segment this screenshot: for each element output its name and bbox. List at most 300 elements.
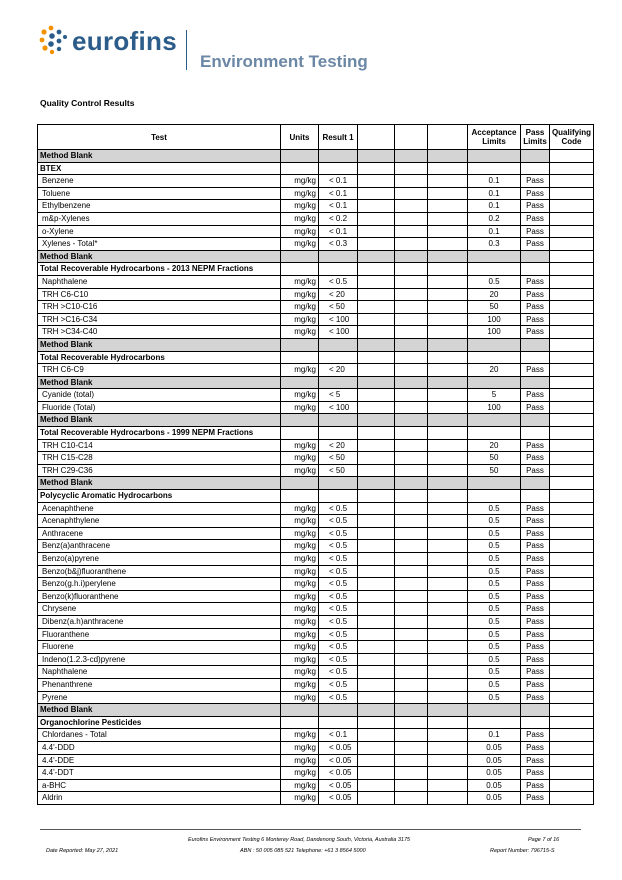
table-row xyxy=(38,553,594,566)
cell-qual xyxy=(550,578,594,591)
cell-e3 xyxy=(428,150,468,163)
cell-res: < 0.5 xyxy=(319,275,358,288)
cell-e3 xyxy=(428,162,468,175)
cell-e2 xyxy=(395,641,428,654)
cell-e1 xyxy=(358,464,395,477)
cell-qual xyxy=(550,452,594,465)
cell-e2 xyxy=(395,301,428,314)
cell-pass: Pass xyxy=(521,502,550,515)
footer-divider xyxy=(40,829,581,830)
method-blank-row xyxy=(38,150,594,163)
cell-e1 xyxy=(358,351,395,364)
cell-e3 xyxy=(428,200,468,213)
cell-qual xyxy=(550,641,594,654)
cell-qual xyxy=(550,376,594,389)
cell-e3 xyxy=(428,603,468,616)
cell-pass: Pass xyxy=(521,313,550,326)
method-blank-row xyxy=(38,250,594,263)
cell-res: < 0.5 xyxy=(319,691,358,704)
cell-res: < 0.05 xyxy=(319,767,358,780)
group-header-row xyxy=(38,351,594,364)
cell-e3 xyxy=(428,691,468,704)
cell-pass: Pass xyxy=(521,678,550,691)
cell-qual xyxy=(550,389,594,402)
cell-e3 xyxy=(428,678,468,691)
cell-acc: 0.5 xyxy=(468,565,521,578)
cell-test: Method Blank xyxy=(38,150,281,163)
cell-test: Benzo(k)fluoranthene xyxy=(38,590,281,603)
cell-qual xyxy=(550,754,594,767)
cell-pass: Pass xyxy=(521,666,550,679)
method-blank-row xyxy=(38,376,594,389)
cell-e3 xyxy=(428,389,468,402)
table-row xyxy=(38,187,594,200)
cell-acc xyxy=(468,162,521,175)
cell-test: o-Xylene xyxy=(38,225,281,238)
cell-test: m&p-Xylenes xyxy=(38,212,281,225)
table-row xyxy=(38,200,594,213)
cell-res xyxy=(319,162,358,175)
cell-units: mg/kg xyxy=(281,691,319,704)
cell-pass: Pass xyxy=(521,389,550,402)
cell-e1 xyxy=(358,200,395,213)
cell-test: TRH C6-C9 xyxy=(38,364,281,377)
cell-pass: Pass xyxy=(521,515,550,528)
cell-e2 xyxy=(395,326,428,339)
cell-test: Toluene xyxy=(38,187,281,200)
cell-units: mg/kg xyxy=(281,628,319,641)
cell-res: < 50 xyxy=(319,464,358,477)
cell-e1 xyxy=(358,175,395,188)
cell-acc: 0.5 xyxy=(468,502,521,515)
cell-units: mg/kg xyxy=(281,313,319,326)
cell-res: < 0.5 xyxy=(319,527,358,540)
cell-acc xyxy=(468,716,521,729)
cell-res xyxy=(319,477,358,490)
table-row xyxy=(38,653,594,666)
cell-e2 xyxy=(395,540,428,553)
cell-e2 xyxy=(395,401,428,414)
cell-acc: 20 xyxy=(468,439,521,452)
cell-e1 xyxy=(358,389,395,402)
cell-test: Method Blank xyxy=(38,477,281,490)
cell-acc xyxy=(468,263,521,276)
cell-e3 xyxy=(428,754,468,767)
cell-res: < 0.5 xyxy=(319,666,358,679)
cell-acc: 0.5 xyxy=(468,628,521,641)
cell-acc: 0.05 xyxy=(468,779,521,792)
cell-qual xyxy=(550,301,594,314)
cell-units: mg/kg xyxy=(281,666,319,679)
cell-units xyxy=(281,150,319,163)
cell-pass: Pass xyxy=(521,238,550,251)
cell-units xyxy=(281,477,319,490)
cell-e2 xyxy=(395,553,428,566)
cell-pass: Pass xyxy=(521,200,550,213)
cell-qual xyxy=(550,615,594,628)
cell-e1 xyxy=(358,716,395,729)
table-row xyxy=(38,590,594,603)
cell-test: Fluoranthene xyxy=(38,628,281,641)
col-pass-limits: Pass Limits xyxy=(521,125,550,150)
cell-qual xyxy=(550,515,594,528)
cell-e2 xyxy=(395,338,428,351)
cell-res: < 100 xyxy=(319,401,358,414)
cell-test: Method Blank xyxy=(38,250,281,263)
cell-e2 xyxy=(395,691,428,704)
cell-qual xyxy=(550,225,594,238)
cell-e1 xyxy=(358,615,395,628)
cell-test: a-BHC xyxy=(38,779,281,792)
cell-acc: 100 xyxy=(468,313,521,326)
cell-units xyxy=(281,490,319,503)
cell-acc: 0.5 xyxy=(468,641,521,654)
cell-pass xyxy=(521,490,550,503)
cell-test: Benzo(a)pyrene xyxy=(38,553,281,566)
footer-date-reported: Date Reported: May 27, 2021 xyxy=(46,848,119,854)
col-qualifying: Qualifying Code xyxy=(550,125,594,150)
cell-res: < 0.5 xyxy=(319,678,358,691)
cell-acc: 20 xyxy=(468,288,521,301)
table-row xyxy=(38,691,594,704)
cell-res: < 0.5 xyxy=(319,502,358,515)
cell-e3 xyxy=(428,464,468,477)
cell-e2 xyxy=(395,389,428,402)
cell-e3 xyxy=(428,565,468,578)
cell-res: < 0.05 xyxy=(319,741,358,754)
cell-acc: 100 xyxy=(468,326,521,339)
cell-e3 xyxy=(428,288,468,301)
cell-e3 xyxy=(428,427,468,440)
table-body xyxy=(38,150,594,805)
table-row xyxy=(38,212,594,225)
table-row xyxy=(38,502,594,515)
footer-address: Eurofins Environment Testing 6 Monterey Road, Dandenong South, Victoria, Australia 3175 xyxy=(188,837,411,843)
cell-units xyxy=(281,250,319,263)
cell-e1 xyxy=(358,678,395,691)
cell-qual xyxy=(550,704,594,717)
cell-e1 xyxy=(358,452,395,465)
group-header-row xyxy=(38,716,594,729)
cell-pass: Pass xyxy=(521,741,550,754)
cell-test: Benz(a)anthracene xyxy=(38,540,281,553)
cell-acc: 0.5 xyxy=(468,527,521,540)
cell-e2 xyxy=(395,603,428,616)
cell-pass: Pass xyxy=(521,641,550,654)
table-row xyxy=(38,389,594,402)
cell-res: < 0.5 xyxy=(319,641,358,654)
cell-test: TRH C29-C36 xyxy=(38,464,281,477)
cell-res: < 0.2 xyxy=(319,212,358,225)
cell-e1 xyxy=(358,578,395,591)
cell-pass xyxy=(521,250,550,263)
cell-units: mg/kg xyxy=(281,401,319,414)
cell-units: mg/kg xyxy=(281,187,319,200)
cell-pass: Pass xyxy=(521,401,550,414)
cell-e3 xyxy=(428,590,468,603)
cell-units: mg/kg xyxy=(281,565,319,578)
cell-e1 xyxy=(358,641,395,654)
cell-test: Naphthalene xyxy=(38,275,281,288)
cell-units xyxy=(281,427,319,440)
cell-e1 xyxy=(358,792,395,805)
cell-res: < 0.5 xyxy=(319,540,358,553)
logo-wordmark: eurofins xyxy=(72,26,177,56)
table-row xyxy=(38,678,594,691)
cell-pass: Pass xyxy=(521,326,550,339)
cell-acc: 0.3 xyxy=(468,238,521,251)
cell-pass: Pass xyxy=(521,628,550,641)
cell-res: < 50 xyxy=(319,301,358,314)
footer-page-number: Page 7 of 16 xyxy=(528,837,560,843)
cell-acc: 0.2 xyxy=(468,212,521,225)
logo-subtitle: Environment Testing xyxy=(200,52,368,71)
cell-units: mg/kg xyxy=(281,653,319,666)
table-row xyxy=(38,641,594,654)
cell-e1 xyxy=(358,338,395,351)
cell-e3 xyxy=(428,313,468,326)
cell-e3 xyxy=(428,477,468,490)
cell-units: mg/kg xyxy=(281,238,319,251)
cell-acc: 0.1 xyxy=(468,729,521,742)
cell-acc xyxy=(468,477,521,490)
cell-pass: Pass xyxy=(521,792,550,805)
cell-acc: 0.5 xyxy=(468,275,521,288)
cell-acc: 50 xyxy=(468,464,521,477)
cell-test: Total Recoverable Hydrocarbons xyxy=(38,351,281,364)
cell-e2 xyxy=(395,578,428,591)
cell-pass xyxy=(521,150,550,163)
cell-e2 xyxy=(395,792,428,805)
table-row xyxy=(38,275,594,288)
cell-pass xyxy=(521,162,550,175)
cell-test: Polycyclic Aromatic Hydrocarbons xyxy=(38,490,281,503)
cell-units: mg/kg xyxy=(281,288,319,301)
cell-test: Fluoride (Total) xyxy=(38,401,281,414)
cell-pass xyxy=(521,414,550,427)
cell-units: mg/kg xyxy=(281,502,319,515)
cell-e3 xyxy=(428,376,468,389)
cell-e2 xyxy=(395,490,428,503)
table-row xyxy=(38,603,594,616)
cell-res: < 0.5 xyxy=(319,515,358,528)
cell-units xyxy=(281,414,319,427)
cell-res: < 100 xyxy=(319,313,358,326)
cell-e3 xyxy=(428,212,468,225)
cell-units: mg/kg xyxy=(281,200,319,213)
cell-e3 xyxy=(428,716,468,729)
cell-test: Dibenz(a.h)anthracene xyxy=(38,615,281,628)
cell-acc xyxy=(468,150,521,163)
cell-qual xyxy=(550,628,594,641)
cell-pass: Pass xyxy=(521,565,550,578)
table-row xyxy=(38,540,594,553)
cell-acc: 0.5 xyxy=(468,678,521,691)
cell-units: mg/kg xyxy=(281,792,319,805)
cell-e1 xyxy=(358,301,395,314)
col-acceptance: Acceptance Limits xyxy=(468,125,521,150)
cell-units: mg/kg xyxy=(281,275,319,288)
table-row xyxy=(38,175,594,188)
cell-qual xyxy=(550,212,594,225)
cell-units: mg/kg xyxy=(281,527,319,540)
cell-units: mg/kg xyxy=(281,464,319,477)
cell-acc: 0.05 xyxy=(468,754,521,767)
cell-acc: 20 xyxy=(468,364,521,377)
cell-units: mg/kg xyxy=(281,452,319,465)
cell-res: < 0.5 xyxy=(319,590,358,603)
cell-e3 xyxy=(428,527,468,540)
cell-e1 xyxy=(358,767,395,780)
cell-pass: Pass xyxy=(521,779,550,792)
cell-res xyxy=(319,414,358,427)
cell-pass: Pass xyxy=(521,301,550,314)
cell-acc: 0.5 xyxy=(468,515,521,528)
cell-units xyxy=(281,716,319,729)
cell-pass: Pass xyxy=(521,364,550,377)
cell-test: Total Recoverable Hydrocarbons - 1999 NEPM Fractions xyxy=(38,427,281,440)
cell-e1 xyxy=(358,150,395,163)
table-row xyxy=(38,401,594,414)
cell-res: < 0.1 xyxy=(319,729,358,742)
cell-res: < 0.1 xyxy=(319,200,358,213)
cell-qual xyxy=(550,691,594,704)
col-units: Units xyxy=(281,125,319,150)
cell-qual xyxy=(550,326,594,339)
cell-units: mg/kg xyxy=(281,578,319,591)
cell-e3 xyxy=(428,187,468,200)
cell-units xyxy=(281,162,319,175)
cell-e3 xyxy=(428,351,468,364)
cell-e2 xyxy=(395,288,428,301)
cell-pass: Pass xyxy=(521,288,550,301)
cell-e1 xyxy=(358,540,395,553)
cell-e1 xyxy=(358,477,395,490)
cell-qual xyxy=(550,716,594,729)
cell-test: Pyrene xyxy=(38,691,281,704)
cell-qual xyxy=(550,540,594,553)
cell-qual xyxy=(550,653,594,666)
cell-e3 xyxy=(428,704,468,717)
cell-e2 xyxy=(395,704,428,717)
cell-res: < 0.05 xyxy=(319,779,358,792)
cell-e2 xyxy=(395,414,428,427)
cell-e1 xyxy=(358,553,395,566)
cell-qual xyxy=(550,351,594,364)
table-row xyxy=(38,628,594,641)
cell-acc: 50 xyxy=(468,452,521,465)
cell-qual xyxy=(550,678,594,691)
cell-test: Benzo(g.h.i)perylene xyxy=(38,578,281,591)
cell-e2 xyxy=(395,376,428,389)
cell-units: mg/kg xyxy=(281,615,319,628)
cell-units: mg/kg xyxy=(281,779,319,792)
cell-e2 xyxy=(395,666,428,679)
cell-qual xyxy=(550,565,594,578)
cell-res xyxy=(319,716,358,729)
cell-e1 xyxy=(358,628,395,641)
cell-units xyxy=(281,704,319,717)
cell-e3 xyxy=(428,301,468,314)
cell-e2 xyxy=(395,653,428,666)
logo-divider xyxy=(186,30,187,70)
cell-e1 xyxy=(358,414,395,427)
cell-test: TRH >C16-C34 xyxy=(38,313,281,326)
cell-e1 xyxy=(358,779,395,792)
table-row xyxy=(38,578,594,591)
cell-e2 xyxy=(395,678,428,691)
cell-test: BTEX xyxy=(38,162,281,175)
cell-res xyxy=(319,263,358,276)
cell-e2 xyxy=(395,452,428,465)
cell-e3 xyxy=(428,540,468,553)
cell-e2 xyxy=(395,741,428,754)
cell-e3 xyxy=(428,338,468,351)
cell-res xyxy=(319,704,358,717)
cell-acc: 0.5 xyxy=(468,590,521,603)
method-blank-row xyxy=(38,477,594,490)
cell-qual xyxy=(550,364,594,377)
cell-pass: Pass xyxy=(521,464,550,477)
cell-test: Ethylbenzene xyxy=(38,200,281,213)
cell-test: 4.4'-DDE xyxy=(38,754,281,767)
cell-qual xyxy=(550,603,594,616)
cell-qual xyxy=(550,263,594,276)
cell-e2 xyxy=(395,427,428,440)
cell-res: < 0.5 xyxy=(319,578,358,591)
cell-e1 xyxy=(358,502,395,515)
cell-acc: 0.5 xyxy=(468,578,521,591)
cell-res: < 0.05 xyxy=(319,792,358,805)
cell-e3 xyxy=(428,729,468,742)
cell-units: mg/kg xyxy=(281,212,319,225)
method-blank-row xyxy=(38,704,594,717)
table-row xyxy=(38,615,594,628)
cell-qual xyxy=(550,187,594,200)
cell-e3 xyxy=(428,439,468,452)
col-empty-3 xyxy=(428,125,468,150)
cell-e3 xyxy=(428,641,468,654)
cell-qual xyxy=(550,250,594,263)
cell-res xyxy=(319,490,358,503)
cell-e1 xyxy=(358,238,395,251)
cell-acc: 50 xyxy=(468,301,521,314)
table-row xyxy=(38,792,594,805)
cell-e2 xyxy=(395,716,428,729)
cell-e1 xyxy=(358,741,395,754)
cell-e2 xyxy=(395,225,428,238)
table-row xyxy=(38,527,594,540)
cell-e3 xyxy=(428,326,468,339)
cell-acc: 0.5 xyxy=(468,691,521,704)
cell-e1 xyxy=(358,427,395,440)
cell-qual xyxy=(550,527,594,540)
cell-e1 xyxy=(358,754,395,767)
cell-pass: Pass xyxy=(521,729,550,742)
cell-acc xyxy=(468,338,521,351)
table-row xyxy=(38,313,594,326)
cell-qual xyxy=(550,464,594,477)
cell-acc: 0.5 xyxy=(468,653,521,666)
cell-res: < 0.1 xyxy=(319,187,358,200)
section-title: Quality Control Results xyxy=(40,98,135,108)
cell-res: < 0.05 xyxy=(319,754,358,767)
cell-e1 xyxy=(358,187,395,200)
cell-acc xyxy=(468,376,521,389)
table-row xyxy=(38,439,594,452)
cell-e2 xyxy=(395,275,428,288)
table-row xyxy=(38,515,594,528)
